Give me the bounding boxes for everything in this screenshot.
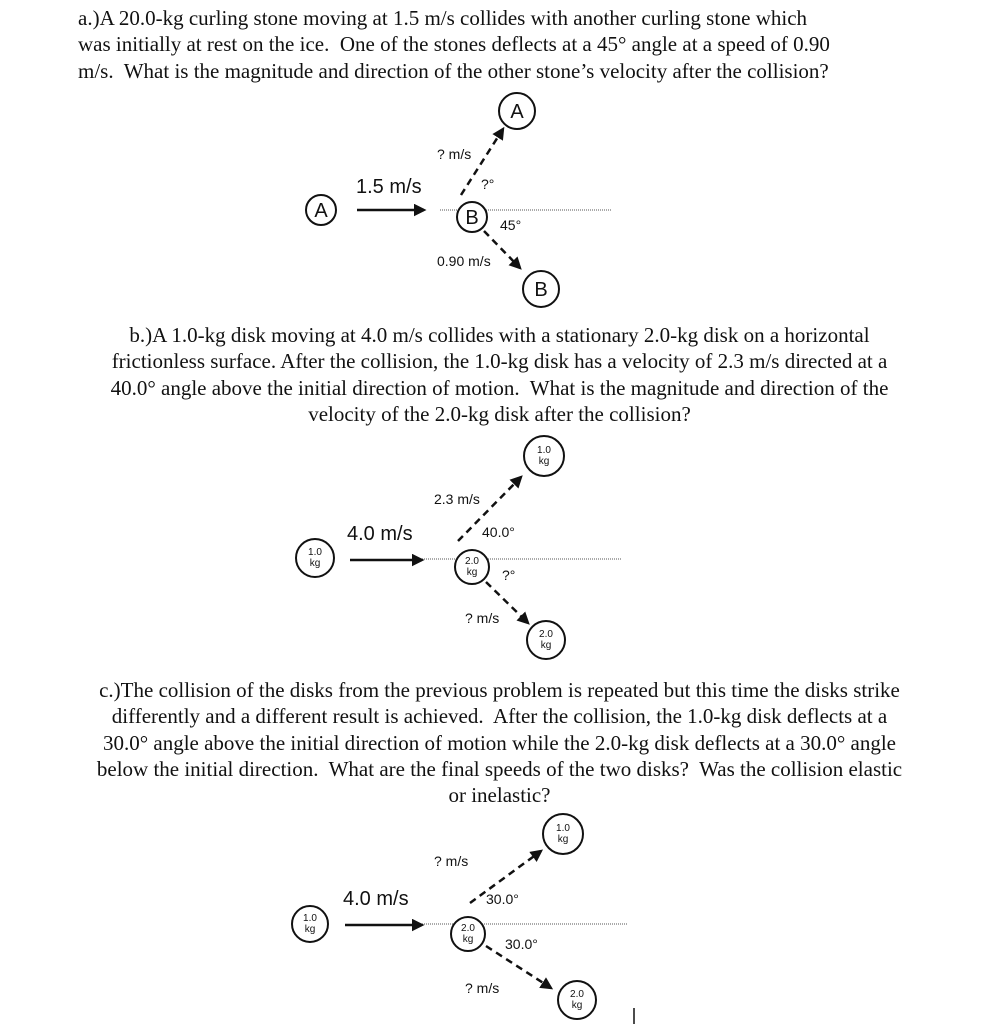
deflected-1kg-angle-label: 40.0° <box>482 524 515 540</box>
problem-a-line-1: a.)A 20.0-kg curling stone moving at 1.5 m/s collides with another curling stone which <box>78 6 808 30</box>
disk-1kg-initial-mass: 1.0 <box>308 547 322 558</box>
deflected-b-angle-label: 45° <box>500 217 522 233</box>
problem-a-line-3: m/s. What is the magnitude and direction of the other stone’s velocity after the collision? <box>78 58 829 83</box>
deflected-2kg-angle-label: 30.0° <box>505 936 538 952</box>
deflected-b-speed-label: 0.90 m/s <box>437 253 491 269</box>
deflected-2kg-speed-label: ? m/s <box>465 980 500 996</box>
problem-b-line-2: frictionless surface. After the collision, the 1.0-kg disk has a velocity of 2.3 m/s directed at a <box>111 349 888 374</box>
stone-b-initial-label: B <box>465 207 479 229</box>
problem-c-line-1: c.)The collision of the disks from the previous problem is repeated but this time the disks strike <box>99 678 900 702</box>
problem-c-text <box>0 677 999 808</box>
problem-b-line-4: velocity of the 2.0-kg disk after the collision? <box>308 401 691 426</box>
deflected-a-angle-label: ?° <box>481 176 495 192</box>
deflected-2kg-speed-label: ? m/s <box>465 610 500 626</box>
disk-2kg-initial-mass: 2.0 <box>465 556 479 567</box>
stone-b-final-label: B <box>534 279 548 301</box>
problem-c-line-3: 30.0° angle above the initial direction of motion while the 2.0-kg disk deflects at a 30.0° angle <box>102 730 896 755</box>
problem-b-diagram <box>0 430 999 670</box>
disk-2kg-final-unit: kg <box>571 1000 583 1011</box>
initial-speed-label: 1.5 m/s <box>356 176 422 198</box>
disk-1kg-final-unit: kg <box>557 834 569 845</box>
deflected-1kg-angle-label: 30.0° <box>486 891 519 907</box>
disk-1kg-final-unit: kg <box>538 456 550 467</box>
problem-c-line-4: below the initial direction. What are the final speeds of the two disks? Was the collision elastic <box>96 756 903 781</box>
deflected-a-speed-label: ? m/s <box>437 146 472 162</box>
disk-1kg-final-mass: 1.0 <box>556 823 570 834</box>
deflected-1kg-speed-label: ? m/s <box>434 853 469 869</box>
problem-a-text <box>0 5 921 84</box>
disk-1kg-initial-unit: kg <box>309 558 321 569</box>
disk-2kg-final-mass: 2.0 <box>570 989 584 1000</box>
problem-c-line-2: differently and a different result is achieved. After the collision, the 1.0-kg disk deflects at a <box>111 704 888 729</box>
disk-2kg-initial-mass: 2.0 <box>461 923 475 934</box>
problem-b-text <box>0 322 999 427</box>
problem-a-diagram <box>0 90 999 310</box>
deflected-1kg-speed-label: 2.3 m/s <box>434 491 480 507</box>
disk-1kg-initial-unit: kg <box>304 924 316 935</box>
disk-2kg-initial-unit: kg <box>462 934 474 945</box>
problem-a-line-2: was initially at rest on the ice. One of the stones deflects at a 45° angle at a speed of 0.90 <box>78 32 830 57</box>
problem-b-line-3: 40.0° angle above the initial direction of motion. What is the magnitude and direction of the <box>110 375 889 400</box>
disk-2kg-initial-unit: kg <box>466 567 478 578</box>
problem-c-line-5: or inelastic? <box>448 783 551 808</box>
problem-c-diagram <box>0 812 999 1024</box>
stone-a-initial-label: A <box>314 200 328 222</box>
deflected-2kg-angle-label: ?° <box>502 567 516 583</box>
initial-speed-label: 4.0 m/s <box>347 523 413 545</box>
disk-1kg-final-mass: 1.0 <box>537 445 551 456</box>
stone-a-final-label: A <box>510 101 524 123</box>
problem-b-line-1: b.)A 1.0-kg disk moving at 4.0 m/s collides with a stationary 2.0-kg disk on a horizontal <box>129 323 870 347</box>
initial-speed-label: 4.0 m/s <box>343 888 409 910</box>
disk-1kg-initial-mass: 1.0 <box>303 913 317 924</box>
disk-2kg-final-unit: kg <box>540 640 552 651</box>
disk-2kg-final-mass: 2.0 <box>539 629 553 640</box>
